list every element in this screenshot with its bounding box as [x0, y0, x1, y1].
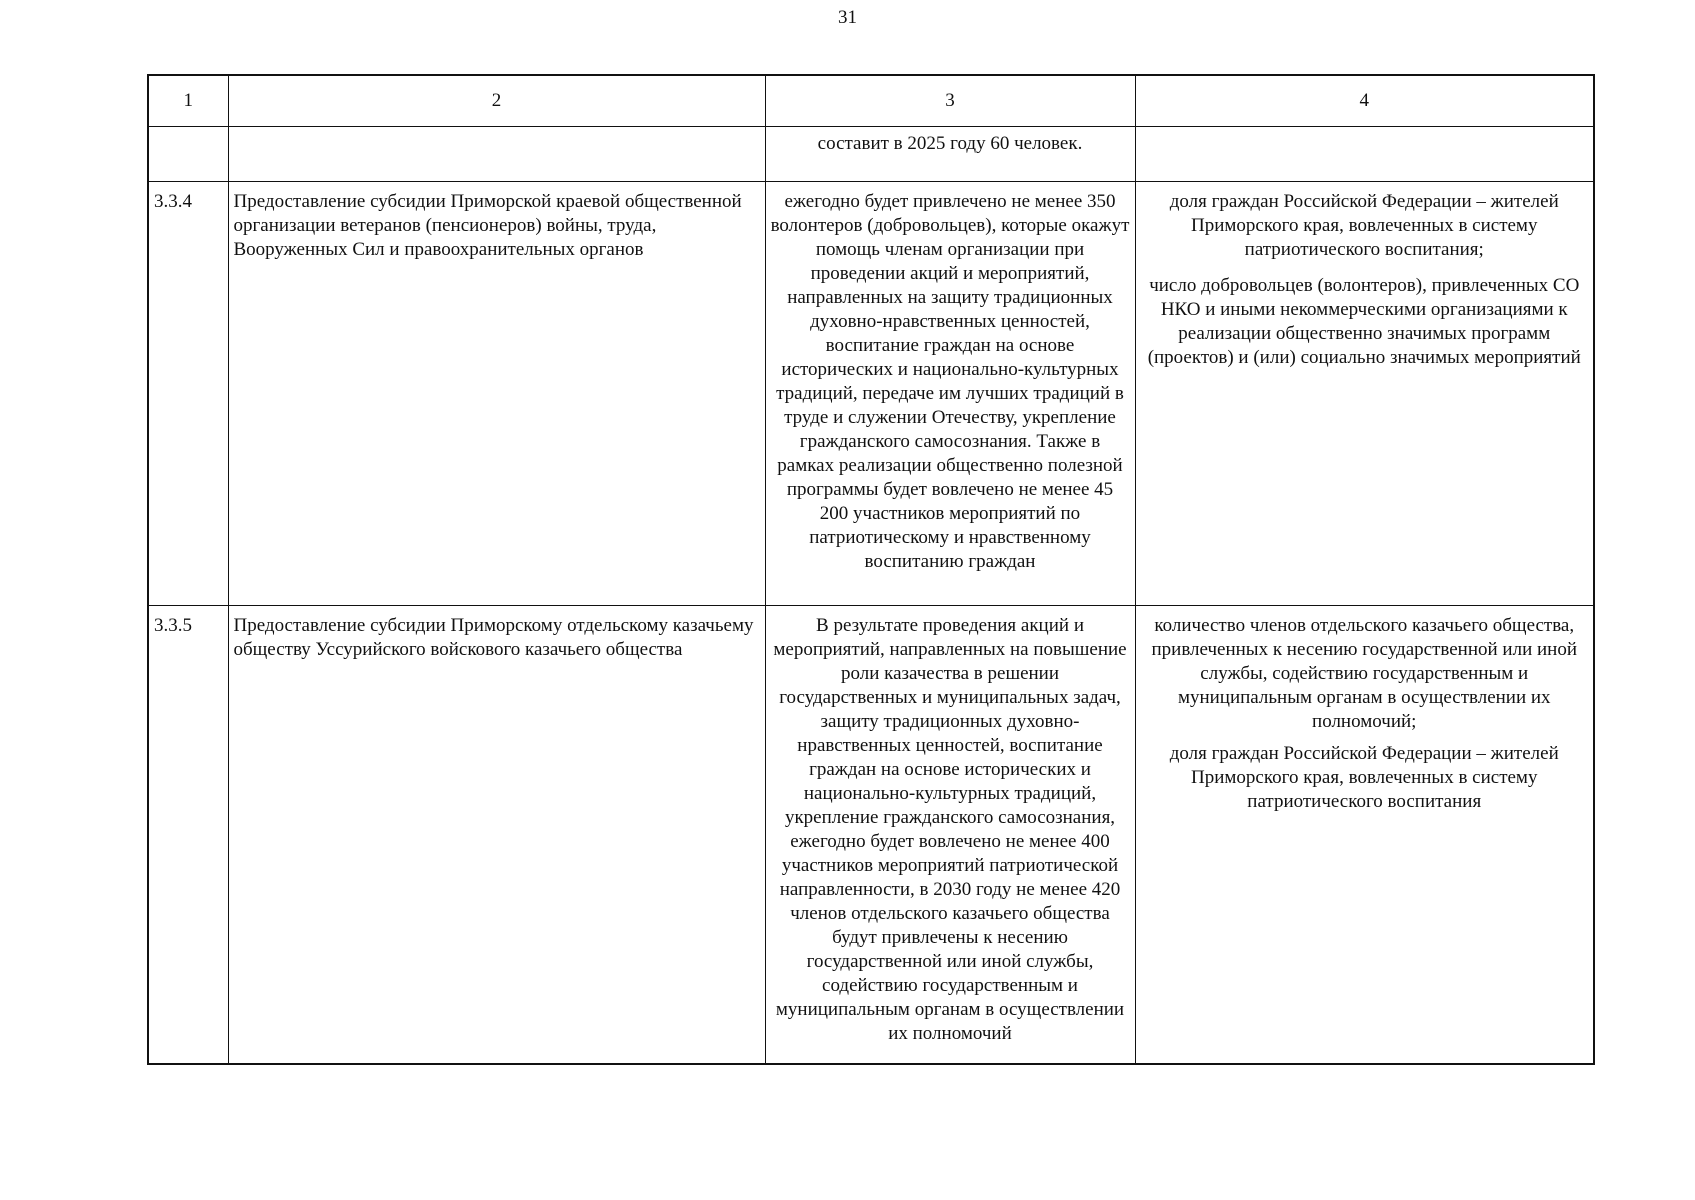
table-row: [148, 606, 1594, 1065]
continuation-result-cell: составит в 2025 году 60 человек.: [765, 127, 1135, 182]
continuation-activity-cell: [228, 127, 765, 182]
page-number: 31: [838, 7, 857, 28]
table-row: [148, 182, 1594, 606]
row-indicators-cell: [1135, 606, 1594, 1065]
row-activity-cell: Предоставление субсидии Приморской краевой общественной организации ветеранов (пенсионеров) войны, труда, Вооруженных Сил и правоохранительных органов: [228, 182, 765, 606]
header-cell-2: 2: [228, 75, 765, 127]
continuation-row: [148, 127, 1594, 182]
header-cell-3: 3: [765, 75, 1135, 127]
row-indicators-cell: [1135, 182, 1594, 606]
row-code-cell: 3.3.4: [148, 182, 228, 606]
row-result-cell: ежегодно будет привлечено не менее 350 волонтеров (добровольцев), которые окажут помощь членам организации при проведении акций и мероприятий, направленных на защиту традиционных духовно-нравственных ценностей, воспитание граждан на основе исторических и национально-культурных традиций, передаче им лучших традиций в труде и служении Отечеству, укрепление гражданского самосознания. Также в рамках реализации общественно полезной программы будет вовлечено не менее 45 200 участников мероприятий по патриотическому и нравственному воспитанию граждан: [765, 182, 1135, 606]
table-header-row: [148, 75, 1594, 127]
indicator-text: доля граждан Российской Федерации – жителей Приморского края, вовлеченных в систему патриотического воспитания: [1169, 743, 1559, 812]
header-cell-1: 1: [148, 75, 228, 127]
indicator-text: количество членов отдельского казачьего общества, привлеченных к несению государственной или иной службы, содействию государственным и муниципальным органам в осуществлении их полномочий;: [1151, 615, 1577, 732]
row-activity-cell: Предоставление субсидии Приморскому отдельскому казачьему обществу Уссурийского войскового казачьего общества: [228, 606, 765, 1065]
indicator-spacer: [1141, 734, 1589, 742]
row-code-cell: 3.3.5: [148, 606, 228, 1065]
header-cell-4: 4: [1135, 75, 1594, 127]
indicator-spacer: [1141, 262, 1589, 274]
row-result-cell: В результате проведения акций и мероприятий, направленных на повышение роли казачества в решении государственных и муниципальных задач, защиту традиционных духовно-нравственных ценностей, воспитание граждан на основе исторических и национально-культурных традиций, укрепление гражданского самосознания, ежегодно будет вовлечено не менее 400 участников мероприятий патриотической направленности, в 2030 году не менее 420 членов отдельского казачьего общества будут привлечены к несению государственной или иной службы, содействию государственным и муниципальным органам в осуществлении их полномочий: [765, 606, 1135, 1065]
program-table: [147, 74, 1595, 1065]
indicator-text: доля граждан Российской Федерации – жителей Приморского края, вовлеченных в систему патриотического воспитания;: [1169, 191, 1559, 260]
indicator-text: число добровольцев (волонтеров), привлеченных СО НКО и иными некоммерческими организациями к реализации общественно значимых программ (проектов) и (или) социально значимых мероприятий: [1147, 275, 1581, 368]
continuation-indicator-cell: [1135, 127, 1594, 182]
continuation-code-cell: [148, 127, 228, 182]
